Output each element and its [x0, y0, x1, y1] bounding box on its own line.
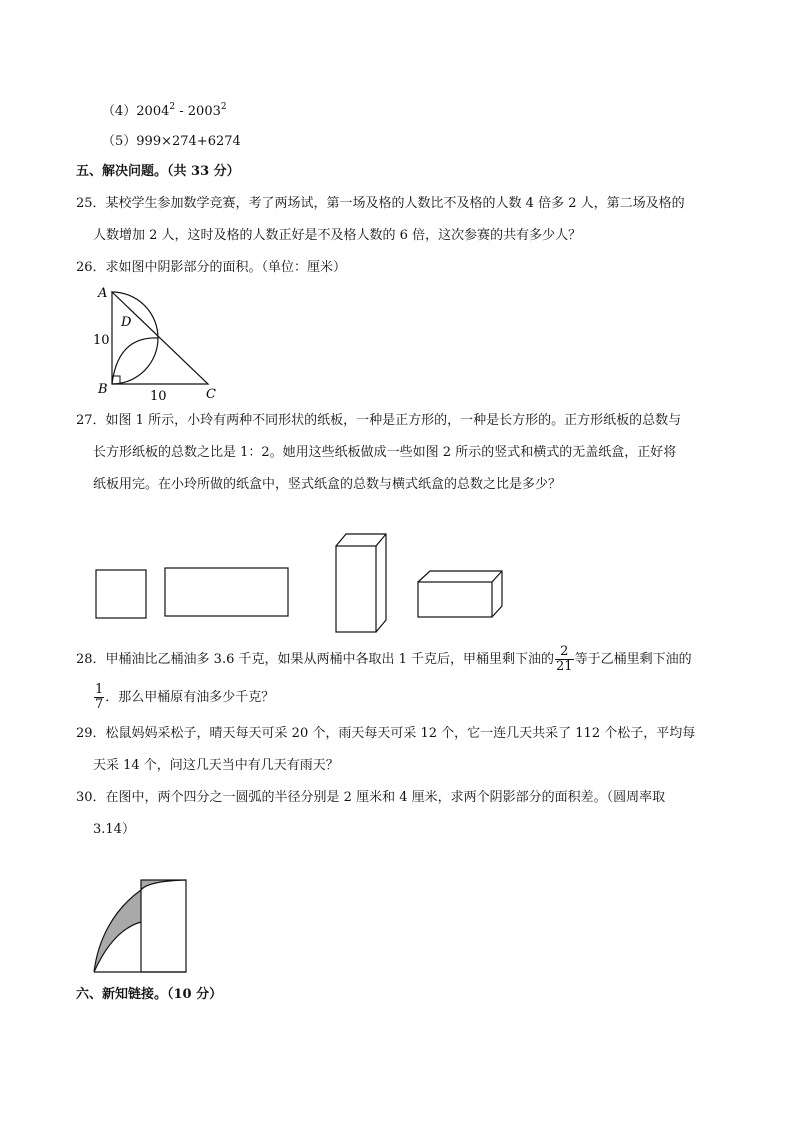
q28-line-2	[93, 683, 274, 713]
item-4-exp-b: 2	[220, 102, 227, 112]
section-6-title: 六、新知链接。（10 分）	[76, 987, 223, 1002]
q27-line-3: 纸板用完。在小玲所做的纸盒中，竖式纸盒的总数与横式纸盒的总数之比是多少？	[93, 477, 562, 492]
q28-fraction-2-num: 1	[95, 682, 104, 697]
q27-line-1: 27．如图 1 所示，小玲有两种不同形状的纸板，一种是正方形的，一种是长方形的。正方形纸板的总数与	[76, 413, 682, 428]
q27-square-board	[96, 570, 146, 618]
q27-line-2: 长方形纸板的总数之比是 1：2。她用这些纸板做成一些如图 2 所示的竖式和横式的无盖纸盒，正好将	[93, 445, 677, 460]
q29-line-2: 天采 14 个，问这几天当中有几天有雨天？	[93, 758, 339, 773]
item-4-base-b: 2003	[187, 104, 221, 119]
q28-fraction-1	[555, 645, 574, 674]
q30-rectangle	[141, 880, 186, 972]
q28-fraction-2-den: 7	[95, 697, 104, 712]
q28-fraction-1-num: 2	[555, 645, 574, 660]
q25-line-1: 25．某校学生参加数学竞赛，考了两场试，第一场及格的人数比不及格的人数 4 倍多 2 人，第二场及格的	[76, 196, 685, 211]
q27-vertical-box	[336, 534, 386, 632]
item-4-label: （4）	[102, 104, 137, 119]
item-5-text: 999×274+6274	[136, 134, 241, 149]
item-4-base-a: 2004	[136, 104, 170, 119]
q26-side-bc: 10	[150, 389, 167, 404]
section-5-title: 五、解决问题。（共 33 分）	[76, 164, 240, 179]
q28-pre: 28．甲桶油比乙桶油多 3.6 千克，如果从两桶中各取出 1 千克后，甲桶里剩下油的	[76, 652, 555, 667]
q26-label-a: A	[98, 286, 108, 301]
q28-line-1	[76, 645, 692, 675]
q30-line-2: 3.14）	[93, 822, 135, 837]
q26-line-1: 26．求如图中阴影部分的面积。（单位：厘米）	[76, 260, 347, 275]
q30-shade-left	[94, 890, 141, 972]
q30-line-1: 30．在图中，两个四分之一圆弧的半径分别是 2 厘米和 4 厘米，求两个阴影部分的面积差。（圆周率取	[76, 790, 666, 805]
q27-horizontal-box	[418, 571, 502, 617]
q27-figure	[90, 528, 510, 638]
q26-figure	[88, 284, 228, 404]
item-4-operator: -	[175, 104, 188, 119]
item-4-exp-a: 2	[169, 102, 176, 112]
q26-label-c: C	[206, 387, 216, 402]
q28-fraction-1-den: 21	[556, 659, 573, 674]
q27-rect-board	[165, 568, 288, 616]
q30-figure	[88, 870, 198, 980]
q26-triangle	[112, 292, 208, 384]
q26-label-b: B	[98, 382, 108, 397]
item-4	[102, 103, 227, 121]
q28-post: ．那么甲桶原有油多少千克？	[105, 690, 275, 705]
q28-mid: 等于乙桶里剩下油的	[574, 652, 692, 667]
q25-line-2: 人数增加 2 人，这时及格的人数正好是不及格人数的 6 倍，这次参赛的共有多少人？	[93, 228, 582, 243]
item-5	[102, 133, 241, 151]
item-5-label: （5）	[102, 134, 137, 149]
q26-side-ab: 10	[93, 333, 110, 348]
q29-line-1: 29．松鼠妈妈采松子，晴天每天可采 20 个，雨天每天可采 12 个，它一连几天共采了 112 个松子，平均每	[76, 726, 696, 741]
q26-label-d: D	[121, 315, 132, 330]
q26-inner-arc	[112, 338, 158, 384]
q28-fraction-2	[94, 683, 104, 712]
